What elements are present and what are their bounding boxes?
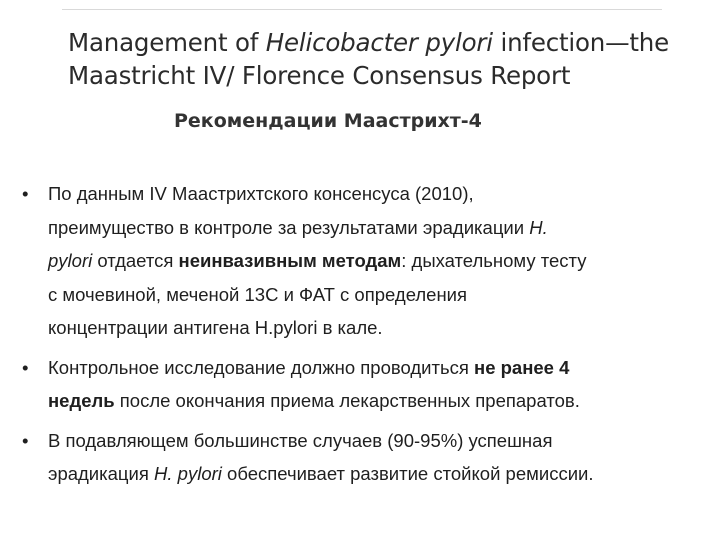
bullet-item-2 bbox=[18, 351, 708, 418]
text-run: после окончания приема лекарственных препаратов. bbox=[114, 390, 580, 411]
bullet-1-line-3 bbox=[48, 244, 708, 278]
text-run: преимущество в контроле за результатами эрадикации bbox=[48, 216, 530, 238]
text-run: эрадикация bbox=[48, 463, 155, 484]
bullet-1-line-5: концентрации антигена H.pylori в кале. bbox=[48, 317, 383, 338]
title-text-start: Management of bbox=[68, 28, 266, 57]
text-run: Контрольное исследование должно проводиться bbox=[48, 356, 475, 378]
species-italic: H. pylori bbox=[154, 463, 222, 484]
title-species-name: Helicobacter pylori bbox=[265, 28, 493, 57]
emphasis-bold: недель bbox=[48, 390, 115, 411]
emphasis-bold: неинвазивным методам bbox=[178, 250, 402, 271]
title-line-1 bbox=[68, 26, 708, 59]
bullet-marker: • bbox=[22, 429, 29, 451]
bullet-2-line-1 bbox=[48, 351, 708, 385]
text-run: обеспечивает развитие стойкой ремиссии. bbox=[221, 463, 594, 484]
slide-title bbox=[68, 26, 708, 92]
bullet-3-line-2 bbox=[48, 457, 708, 491]
bullet-list bbox=[18, 177, 708, 491]
species-italic: pylori bbox=[48, 250, 93, 271]
title-line-2: Maastricht IV/ Florence Consensus Report bbox=[68, 61, 571, 90]
bullet-marker: • bbox=[22, 356, 29, 378]
bullet-2-line-2 bbox=[48, 384, 708, 418]
species-italic: H. bbox=[529, 216, 548, 238]
bullet-1-line-1: По данным IV Маастрихтского консенсуса (2010), bbox=[48, 183, 474, 204]
bullet-item-1 bbox=[18, 177, 708, 345]
bullet-item-3 bbox=[18, 424, 708, 491]
bullet-1-line-4: с мочевиной, меченой 13С и ФАТ с определения bbox=[48, 283, 468, 305]
top-divider bbox=[62, 9, 662, 10]
text-run: : дыхательному тесту bbox=[401, 250, 587, 271]
bullet-marker: • bbox=[22, 183, 29, 204]
slide-subtitle: Рекомендации Маастрихт-4 bbox=[174, 110, 482, 132]
bullet-1-line-2 bbox=[48, 211, 708, 245]
emphasis-bold: не ранее 4 bbox=[474, 356, 570, 378]
text-run: отдается bbox=[92, 250, 179, 271]
title-text-end: infection—the bbox=[492, 28, 670, 57]
bullet-3-line-1: В подавляющем большинстве случаев (90-95%) успешная bbox=[48, 429, 553, 451]
